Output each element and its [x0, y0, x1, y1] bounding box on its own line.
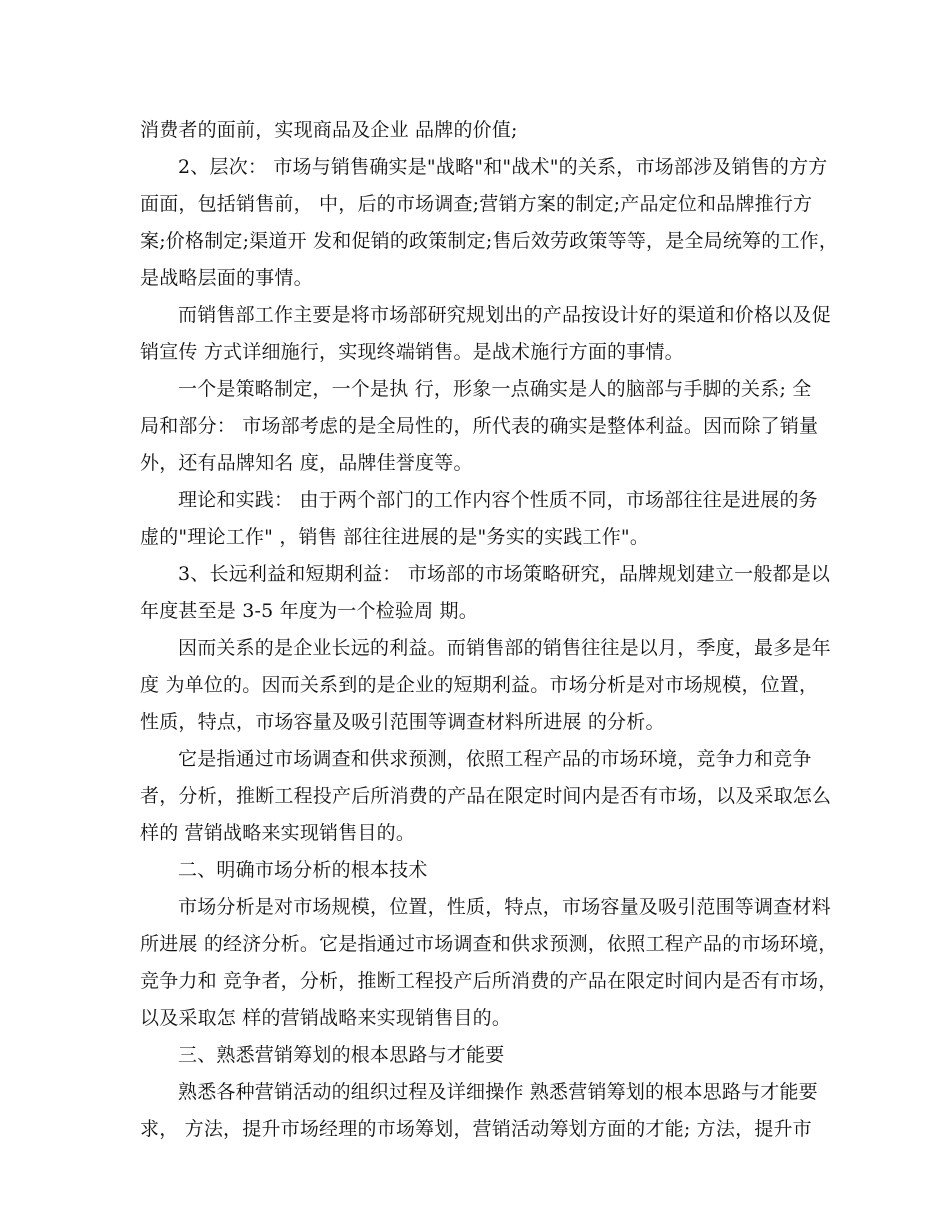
text-line: 局和部分： 市场部考虑的是全局性的，所代表的确实是整体利益。因而除了销量 [140, 415, 819, 437]
text-line: 市场分析是对市场规模，位置，性质，特点，市场容量及吸引范围等调查材料 [178, 896, 831, 918]
text-line: 消费者的面前，实现商品及企业 品牌的价值; [140, 119, 518, 141]
text-line: 案;价格制定;渠道开 发和促销的政策制定;售后效劳政策等等，是全局统筹的工作， [140, 230, 839, 252]
text-line: 熟悉各种营销活动的组织过程及详细操作 熟悉营销筹划的根本思路与才能要 [178, 1081, 818, 1103]
text-line: 以及采取怎 样的营销战略来实现销售目的。 [140, 1007, 512, 1029]
text-line: 度 为单位的。因而关系到的是企业的短期利益。市场分析是对市场规模，位置， [140, 674, 819, 696]
text-line: 一个是策略制定，一个是执 行，形象一点确实是人的脑部与手脚的关系; 全 [178, 378, 812, 400]
section-heading: 三、熟悉营销筹划的根本思路与才能要 [178, 1044, 505, 1066]
text-line: 是战略层面的事情。 [140, 267, 313, 289]
text-line: 者，分析，推断工程投产后所消费的产品在限定时间内是否有市场，以及采取怎么 [140, 785, 832, 807]
text-line: 面面，包括销售前， 中，后的市场调查;营销方案的制定;产品定位和品牌推行方 [140, 193, 813, 215]
text-line: 它是指通过市场调查和供求预测，依照工程产品的市场环境，竞争力和竞争 [178, 748, 812, 770]
text-line: 性质，特点，市场容量及吸引范围等调查材料所进展 的分析。 [140, 711, 665, 733]
text-line: 2、层次： 市场与销售确实是"战略"和"战术"的关系，市场部涉及销售的方方 [178, 156, 828, 178]
text-line: 而销售部工作主要是将市场部研究规划出的产品按设计好的渠道和价格以及促 [178, 304, 831, 326]
text-line: 样的 营销战略来实现销售目的。 [140, 822, 416, 844]
text-line: 外，还有品牌知名 度，品牌佳誉度等。 [140, 452, 473, 474]
text-line: 3、长远利益和短期利益： 市场部的市场策略研究，品牌规划建立一般都是以 [178, 563, 831, 585]
text-line: 因而关系的是企业长远的利益。而销售部的销售往往是以月，季度，最多是年 [178, 637, 831, 659]
text-line: 求， 方法，提升市场经理的市场筹划，营销活动筹划方面的才能; 方法，提升市 [140, 1118, 812, 1140]
text-line: 虚的"理论工作" ，销售 部往往进展的是"务实的实践工作"。 [140, 526, 650, 548]
text-line: 销宣传 方式详细施行，实现终端销售。是战术施行方面的事情。 [140, 341, 684, 363]
section-heading: 二、明确市场分析的根本技术 [178, 859, 428, 881]
text-line: 竞争力和 竞争者，分析，推断工程投产后所消费的产品在限定时间内是否有市场， [140, 970, 838, 992]
text-line: 理论和实践： 由于两个部门的工作内容个性质不同，市场部往往是进展的务 [178, 489, 818, 511]
text-line: 年度甚至是 3-5 年度为一个检验周 期。 [140, 600, 478, 622]
text-line: 所进展 的经济分析。它是指通过市场调查和供求预测，依照工程产品的市场环境， [140, 933, 838, 955]
